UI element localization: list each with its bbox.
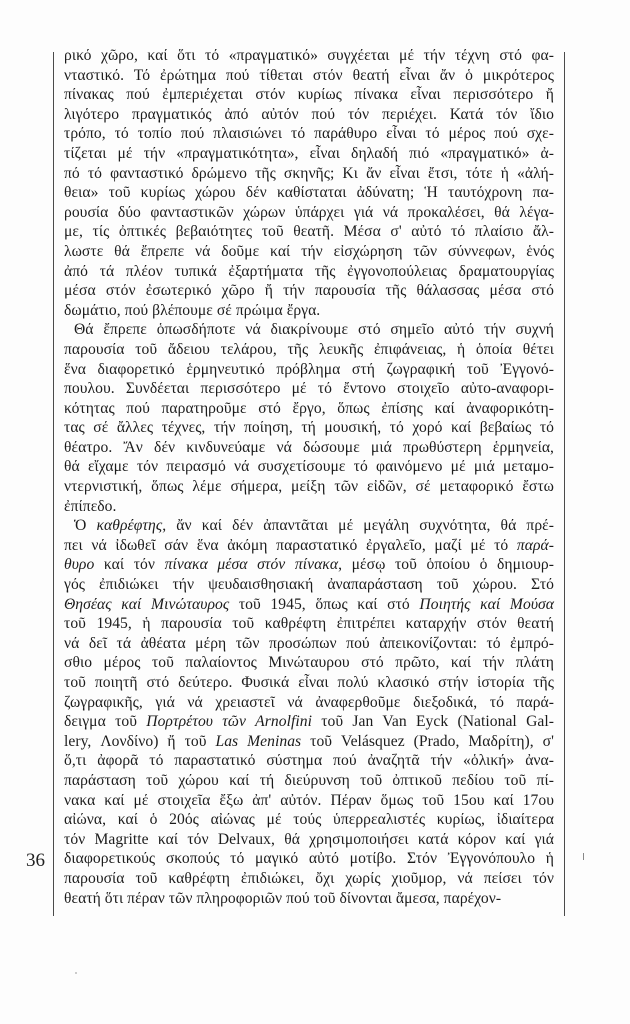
text-run: με, τίς ὀπτικές βεβαιότητες τοῦ θεατῆ. Μέσα σ' αὐτό τό πλαίσιο ἄλ- xyxy=(64,223,554,241)
text-run: τοῦ Jan Van Eyck (National Gal- xyxy=(311,713,554,731)
text-line xyxy=(64,124,554,144)
margin-mark xyxy=(583,853,584,860)
text-run: τας σέ ἄλλες τέχνες, τήν ποίηση, τή μουσική, τό χορό καί βεβαίως τό xyxy=(64,419,554,437)
page-number: 36 xyxy=(26,850,45,871)
italic-title: παρά- xyxy=(516,536,554,554)
text-line xyxy=(64,869,554,889)
text-run: ὅ,τι ἀφορᾶ τό παραστατικό σύστημα πού ἀναζητᾶ τήν «ὁλική» ἀνα- xyxy=(64,752,554,770)
text-run: διαφορετικούς σκοπούς τό μαγικό αὐτό μοτίβο. Στόν Ἐγγονόπουλο ἡ xyxy=(64,850,554,868)
text-line xyxy=(64,457,554,477)
text-line xyxy=(64,497,554,517)
text-line xyxy=(64,771,554,791)
text-line xyxy=(64,751,554,771)
text-line xyxy=(64,477,554,497)
text-line xyxy=(64,183,554,203)
text-line xyxy=(64,595,554,615)
text-run: λωστε θά ἔπρεπε νά δοῦμε καί τήν εἰσχώρηση τῶν σύννεφων, ἑνός xyxy=(64,242,554,260)
text-run: Θά ἔπρεπε ὁπωσδήποτε νά διακρίνουμε στό σημεῖο αὐτό τήν συχνή xyxy=(74,321,554,339)
text-line xyxy=(64,301,554,321)
text-line xyxy=(64,653,554,673)
text-line xyxy=(64,144,554,164)
text-run: σθιο μέρος τοῦ παλαίοντος Μινώταυρου στό πρῶτο, καί τήν πλάτη xyxy=(64,654,554,672)
italic-title: καθρέφτης xyxy=(96,517,163,535)
text-run: θεατή ὅτι πέραν τῶν πληροφοριῶν πού τοῦ δίνονται ἄμεσα, παρέχον- xyxy=(64,889,502,907)
text-run: πό τό φανταστικό δρώμενο τῆς σκηνῆς; Κι ἄν εἶναι ἔτσι, τότε ἡ «ἀλή- xyxy=(64,164,554,182)
paragraph xyxy=(64,46,554,320)
text-line xyxy=(64,732,554,752)
text-line xyxy=(64,242,554,262)
text-line xyxy=(64,399,554,419)
text-run: , μέσῳ τοῦ ὁποίου ὁ δημιουρ- xyxy=(338,556,554,574)
text-run: θέατρο. Ἄν δέν κινδυνεύαμε νά δώσουμε μιά πρωθύστερη ἑρμηνεία, xyxy=(64,438,554,456)
text-run: δωμάτιο, πού βλέπουμε σέ πρώιμα ἔργα. xyxy=(64,301,321,319)
text-run: θεια» τοῦ κυρίως χώρου δέν καθίσταται ἀδύνατη; Ἡ ταυτόχρονη πα- xyxy=(64,184,554,202)
scan-speck xyxy=(75,972,77,974)
text-line xyxy=(64,281,554,301)
text-run: νακα καί μέ στοιχεῖα ἔξω ἀπ' αὐτόν. Πέραν ὅμως τοῦ 15ου καί 17ου xyxy=(64,791,554,809)
text-line xyxy=(64,340,554,360)
text-line xyxy=(64,673,554,693)
paragraph xyxy=(64,320,554,516)
text-run: πει νά ἰδωθεῖ σάν ἕνα ἀκόμη παραστατικό ἐργαλεῖο, μαζί μέ τό xyxy=(64,536,517,554)
text-run: τοῦ ποιητῆ στό δεύτερο. Φυσικά εἶναι πολύ κλασικό στήν ἱστορία τῆς xyxy=(64,674,554,691)
text-line xyxy=(64,810,554,830)
text-run: ἕνα διαφορετικό ἑρμηνευτικό πρόβλημα στή ζωγραφική τοῦ Ἐγγονό- xyxy=(64,360,554,378)
text-line xyxy=(64,66,554,86)
text-run: Ὁ xyxy=(74,517,97,535)
text-run: τοῦ 1945, ὅπως καί στό xyxy=(229,595,420,613)
text-line xyxy=(64,536,554,556)
text-run: ντερνιστική, ὅπως λέμε σήμερα, μείξη τῶν εἰδῶν, σέ μεταφορικό ἔστω xyxy=(64,478,554,496)
italic-title: Ποιητής καί Μούσα xyxy=(419,595,554,613)
text-run: κότητας πού παρατηροῦμε στό ἔργο, ὅπως ἐπίσης καί ἀναφορικότη- xyxy=(64,399,554,417)
text-line xyxy=(64,634,554,654)
text-line xyxy=(64,418,554,438)
italic-title: Las Meninas xyxy=(215,732,302,750)
italic-title: Πορτρέτου τῶν Arnolfini xyxy=(146,713,312,731)
text-run: παράσταση τοῦ χώρου καί τή διεύρυνση τοῦ ὀπτικοῦ πεδίου τοῦ πί- xyxy=(64,771,554,789)
text-run: ρουσία δύο φανταστικῶν χώρων ὑπάρχει γιά νά προκαλέσει, θά λέγα- xyxy=(64,203,554,221)
text-line xyxy=(64,46,554,66)
text-run: παρουσία τοῦ ἄδειου τελάρου, τῆς λευκῆς ἐπιφάνειας, ἡ ὁποία θέτει xyxy=(64,340,554,358)
text-line xyxy=(64,849,554,869)
text-run: ἀπό τά πλέον τυπικά ἐξαρτήματα τῆς ἐγγονοπούλειας δραματουργίας xyxy=(64,262,554,280)
text-run: δειγμα τοῦ xyxy=(64,713,147,731)
text-line xyxy=(64,360,554,380)
text-run: ζωγραφικῆς, γιά νά χρειαστεῖ νά ἀναφερθοῦμε διεξοδικά, τό παρά- xyxy=(64,693,554,711)
body-text xyxy=(64,46,554,908)
text-run: τίζεται μέ τήν «πραγματικότητα», εἶναι δηλαδή πιό «πραγματικό» ἀ- xyxy=(64,144,554,162)
left-margin-rule xyxy=(53,52,54,916)
italic-title: θυρο xyxy=(64,556,95,574)
text-run: , ἄν καί δέν ἀπαντᾶται μέ μεγάλη συχνότητα, θά πρέ- xyxy=(162,517,554,535)
text-line xyxy=(64,575,554,595)
text-run: αἰώνα, καί ὁ 20ός αἰώνας μέ τούς ὑπερρεαλιστές κυρίως, ἰδιαίτερα xyxy=(64,811,554,829)
text-run: γός ἐπιδιώκει τήν ψευδαισθησιακή ἀναπαράσταση τοῦ χώρου. Στό xyxy=(64,576,554,594)
text-run: τρόπο, τό τοπίο πού πλαισιώνει τό παράθυρο εἶναι τό μέρος πού σχε- xyxy=(64,125,554,143)
text-line xyxy=(64,791,554,811)
text-line xyxy=(64,614,554,634)
text-line xyxy=(64,889,554,909)
italic-title: πίνακα μέσα στόν πίνακα xyxy=(164,556,339,574)
text-line xyxy=(64,262,554,282)
text-line xyxy=(64,203,554,223)
text-line xyxy=(64,105,554,125)
text-run: πίνακας πού ἐμπεριέχεται στόν κυρίως πίνακα εἶναι περισσότερο ἤ xyxy=(64,86,554,104)
text-run: πουλου. Συνδέεται περισσότερο μέ τό ἔντονο στοιχεῖο αὐτο-αναφορι- xyxy=(64,380,554,398)
text-run: νά δεῖ τά ἀθέατα μέρη τῶν προσώπων πού ἀπεικονίζονται: τό ἐμπρό- xyxy=(64,634,554,652)
paragraph xyxy=(64,516,554,908)
text-line xyxy=(64,693,554,713)
text-line xyxy=(64,712,554,732)
text-line xyxy=(64,830,554,850)
text-line xyxy=(64,164,554,184)
right-margin-rule xyxy=(564,52,565,916)
text-line xyxy=(64,555,554,575)
text-run: τοῦ 1945, ἡ παρουσία τοῦ καθρέφτη ἐπιτρέπει καταρχήν στόν θεατή xyxy=(64,615,554,633)
italic-title: Θησέας καί Μινώταυρος xyxy=(64,595,230,613)
text-line xyxy=(64,438,554,458)
text-run: παρουσία τοῦ καθρέφτη ἐπιδιώκει, ὄχι χωρίς χιοῦμορ, νά πείσει τόν xyxy=(64,869,554,887)
text-line xyxy=(64,379,554,399)
text-line xyxy=(64,222,554,242)
text-run: ἐπίπεδο. xyxy=(64,497,117,515)
text-run: τοῦ Velásquez (Prado, Μαδρίτη), σ' xyxy=(301,732,554,750)
text-run: τόν Magritte καί τόν Delvaux, θά χρησιμοποιήσει κατά κόρον καί γιά xyxy=(64,830,554,848)
text-run: θά εἴχαμε τόν πειρασμό νά συσχετίσουμε τό φαινόμενο μέ μιά μεταμο- xyxy=(64,458,554,476)
text-run: ρικό χῶρο, καί ὅτι τό «πραγματικό» συγχέεται μέ τήν τέχνη στό φα- xyxy=(64,47,554,64)
text-line xyxy=(64,320,554,340)
text-run: μέσα στόν ἐσωτερικό χῶρο ἤ τήν παρουσία τῆς θάλασσας μέσα στό xyxy=(64,282,554,300)
text-line xyxy=(64,516,554,536)
text-run: νταστικό. Τό ἐρώτημα πού τίθεται στόν θεατή εἶναι ἄν ὁ μικρότερος xyxy=(64,66,554,84)
text-line xyxy=(64,85,554,105)
text-run: λιγότερο πραγματικός ἀπό αὐτόν πού τόν περιέχει. Κατά τόν ἴδιο xyxy=(64,105,554,123)
text-run: lery, Λονδίνο) ἤ τοῦ xyxy=(64,732,216,750)
text-run: καί τόν xyxy=(94,556,165,574)
